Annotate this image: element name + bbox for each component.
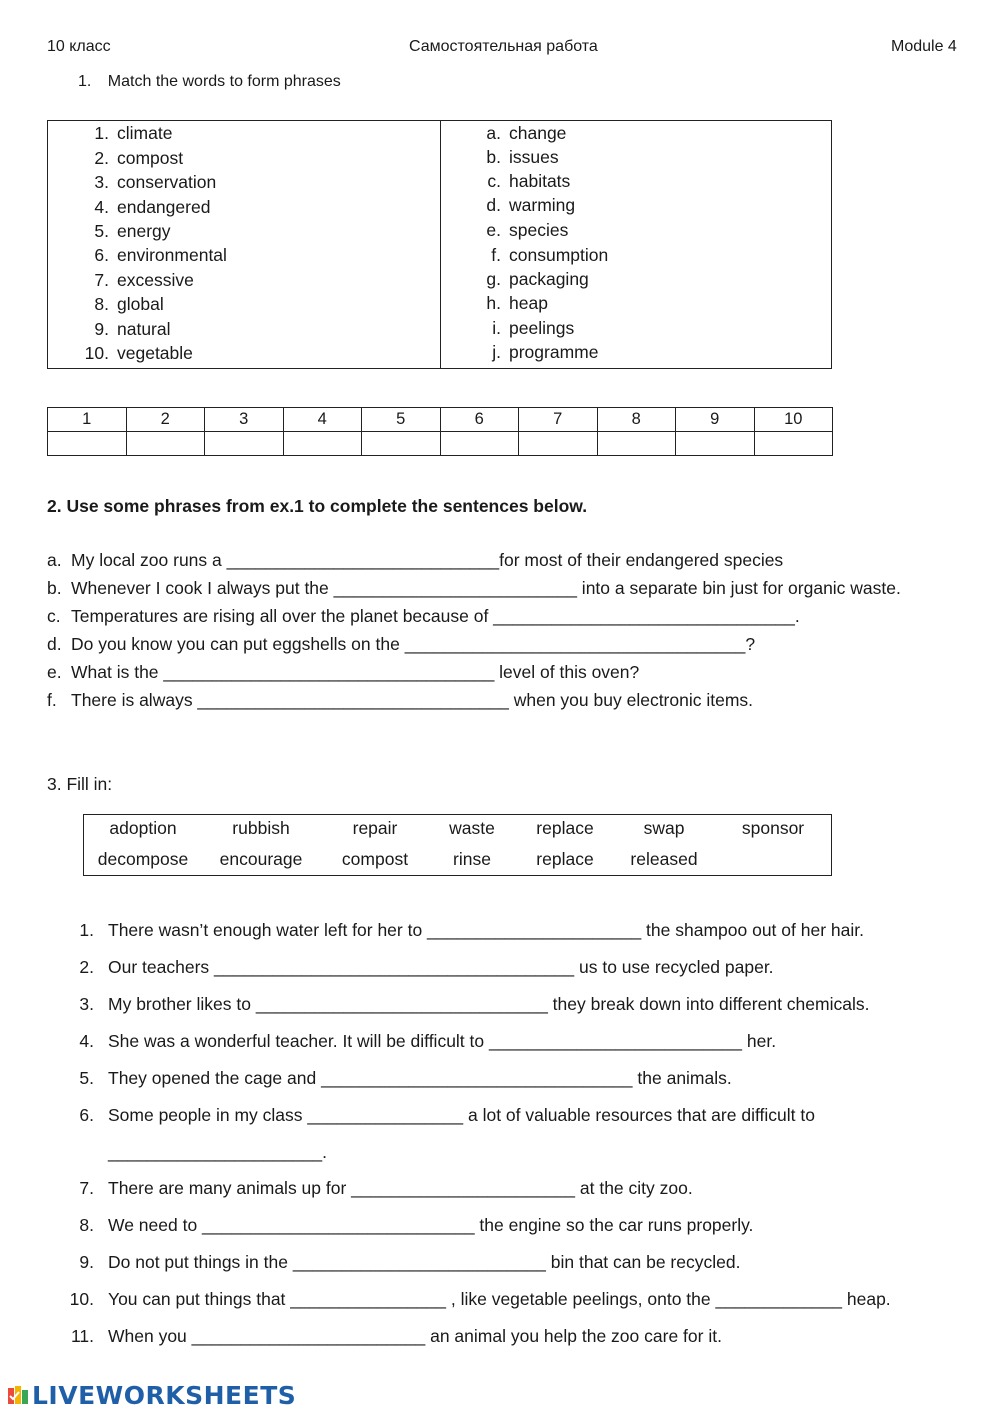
item-number: 8. (79, 1215, 94, 1235)
left-item-word: excessive (117, 270, 194, 290)
item-text: They opened the cage and ________________________________ the animals. (108, 1068, 732, 1088)
word-bank-word: encourage (219, 849, 303, 869)
right-item-number: i. (492, 318, 501, 338)
answer-cell-6[interactable] (440, 432, 519, 456)
item-number: 3. (79, 994, 94, 1014)
right-item-number: c. (487, 171, 501, 191)
left-item-number: 2. (94, 148, 109, 168)
left-item-1 (94, 123, 173, 144)
left-item-number: 9. (94, 319, 109, 339)
left-item-number: 8. (94, 294, 109, 314)
item-text: ______________________. (108, 1142, 327, 1162)
right-item-number: f. (491, 245, 501, 265)
right-item-number: b. (486, 147, 501, 167)
right-item-word: change (509, 123, 567, 143)
grade-label: 10 класс (47, 38, 111, 55)
word-bank-word: sponsor (741, 818, 805, 838)
item-text: You can put things that ________________ , like vegetable peelings, onto the _____________ heap. (108, 1289, 891, 1309)
right-item-word: packaging (509, 269, 589, 289)
right-item-word: heap (509, 293, 548, 313)
word-bank-word: replace (536, 849, 594, 869)
right-item-4 (486, 195, 576, 216)
answer-cell-10[interactable] (754, 432, 833, 456)
right-item-number: d. (486, 195, 501, 215)
word-bank-word: repair (352, 818, 398, 838)
sentence-text: What is the __________________________________ level of this oven? (71, 662, 640, 682)
grid-number-3: 3 (205, 408, 284, 432)
ex3-item (79, 1031, 777, 1052)
left-item-number: 5. (94, 221, 109, 241)
item-text: We need to ____________________________ the engine so the car runs properly. (108, 1215, 754, 1235)
ex3-item (79, 1178, 693, 1199)
item-number: 4. (79, 1031, 94, 1051)
left-item-word: compost (117, 148, 184, 168)
right-item-number: h. (486, 293, 501, 313)
left-item-number: 7. (94, 270, 109, 290)
item-text: There wasn’t enough water left for her to ______________________ the shampoo out of her hair. (108, 920, 864, 940)
ex3-item (108, 1142, 327, 1163)
word-bank-word: decompose (97, 849, 189, 869)
ex2-sentence-f (47, 690, 754, 711)
grid-number-9: 9 (676, 408, 755, 432)
liveworksheets-logo-icon (6, 1384, 30, 1408)
grid-number-4: 4 (283, 408, 362, 432)
right-item-word: species (509, 220, 569, 240)
sentence-text: There is always ________________________________ when you buy electronic items. (71, 690, 754, 710)
answer-grid (47, 407, 833, 456)
word-bank-word: rinse (453, 849, 491, 869)
sentence-letter: d. (47, 634, 62, 654)
word-bank-word: swap (643, 818, 685, 838)
right-item-3 (487, 171, 571, 192)
word-bank-word: waste (449, 818, 495, 838)
right-item-1 (486, 123, 567, 144)
left-item-word: vegetable (117, 343, 193, 363)
left-item-8 (94, 294, 164, 315)
grid-number-8: 8 (597, 408, 676, 432)
answer-cell-7[interactable] (519, 432, 598, 456)
ex2-sentence-d (47, 634, 756, 655)
liveworksheets-logo-text: LIVEWORKSHEETS (32, 1381, 297, 1410)
ex3-item (79, 1215, 754, 1236)
sentence-letter: e. (47, 662, 62, 682)
word-bank (83, 814, 832, 876)
item-text: She was a wonderful teacher. It will be difficult to __________________________ her. (108, 1031, 777, 1051)
left-item-3 (94, 172, 217, 193)
right-item-word: habitats (509, 171, 571, 191)
left-item-number: 4. (94, 197, 109, 217)
item-text: My brother likes to ______________________________ they break down into different chemicals. (108, 994, 870, 1014)
column-divider (440, 121, 441, 368)
item-number: 7. (79, 1178, 94, 1198)
left-item-word: energy (117, 221, 171, 241)
sentence-letter: f. (47, 690, 57, 710)
word-bank-word: replace (536, 818, 594, 838)
answer-grid-answers (48, 432, 833, 456)
left-item-word: global (117, 294, 164, 314)
answer-cell-5[interactable] (362, 432, 441, 456)
sentence-text: Temperatures are rising all over the planet because of _______________________________. (71, 606, 800, 626)
ex1-instruction (78, 73, 341, 91)
answer-cell-1[interactable] (48, 432, 127, 456)
grid-number-10: 10 (754, 408, 833, 432)
left-item-10 (84, 343, 193, 364)
right-item-6 (491, 245, 609, 266)
left-item-word: conservation (117, 172, 217, 192)
left-item-number: 1. (94, 123, 109, 143)
module-label: Module 4 (891, 38, 957, 55)
word-bank-word: released (630, 849, 698, 869)
left-item-number: 6. (94, 245, 109, 265)
sentence-letter: b. (47, 578, 62, 598)
ex3-item (79, 1252, 741, 1273)
left-item-word: natural (117, 319, 171, 339)
ex1-instruction-text: Match the words to form phrases (107, 73, 341, 90)
right-item-9 (492, 318, 575, 339)
item-text: Some people in my class ________________ a lot of valuable resources that are difficult to (108, 1105, 815, 1125)
grid-number-2: 2 (126, 408, 205, 432)
right-item-10 (492, 342, 599, 363)
item-number: 6. (79, 1105, 94, 1125)
item-number: 9. (79, 1252, 94, 1272)
right-item-word: programme (509, 342, 599, 362)
sentence-text: My local zoo runs a ____________________________for most of their endangered species (71, 550, 784, 570)
right-item-word: warming (509, 195, 576, 215)
left-item-2 (94, 148, 184, 169)
grid-number-5: 5 (362, 408, 441, 432)
right-item-8 (486, 293, 548, 314)
liveworksheets-logo (6, 1381, 296, 1410)
ex2-sentence-b (47, 578, 901, 599)
right-item-word: consumption (509, 245, 609, 265)
left-item-word: endangered (117, 197, 211, 217)
right-item-number: a. (486, 123, 501, 143)
left-item-5 (94, 221, 171, 242)
sentence-letter: a. (47, 550, 62, 570)
right-item-number: g. (486, 269, 501, 289)
right-item-number: j. (492, 342, 501, 362)
right-item-5 (486, 220, 569, 241)
match-table (47, 120, 832, 369)
answer-cell-3[interactable] (205, 432, 284, 456)
left-item-9 (94, 319, 171, 340)
ex3-item (69, 1289, 891, 1310)
grid-number-6: 6 (440, 408, 519, 432)
worksheet-title: Самостоятельная работа (409, 38, 598, 55)
item-text: Our teachers _____________________________________ us to use recycled paper. (108, 957, 774, 977)
item-text: Do not put things in the __________________________ bin that can be recycled. (108, 1252, 741, 1272)
ex3-item (79, 1105, 815, 1126)
ex1-number: 1. (78, 73, 92, 90)
ex2-title: 2. Use some phrases from ex.1 to complete the sentences below. (47, 496, 588, 516)
right-item-7 (486, 269, 589, 290)
answer-grid-header (48, 408, 833, 432)
item-number: 1. (79, 920, 94, 940)
item-number: 11. (70, 1326, 94, 1346)
item-text: When you ________________________ an animal you help the zoo care for it. (108, 1326, 722, 1346)
grid-number-1: 1 (48, 408, 127, 432)
ex2-sentence-c (47, 606, 800, 627)
ex3-item (79, 957, 774, 978)
left-item-6 (94, 245, 227, 266)
item-number: 10. (69, 1289, 94, 1309)
sentence-text: Do you know you can put eggshells on the ___________________________________? (71, 634, 756, 654)
item-number: 5. (79, 1068, 94, 1088)
left-item-word: climate (117, 123, 173, 143)
right-item-word: peelings (509, 318, 575, 338)
left-item-number: 10. (84, 343, 109, 363)
item-text: There are many animals up for _______________________ at the city zoo. (108, 1178, 693, 1198)
right-item-2 (486, 147, 559, 168)
word-bank-word: adoption (109, 818, 177, 838)
sentence-text: Whenever I cook I always put the _________________________ into a separate bin just for organic waste. (71, 578, 901, 598)
answer-cell-2[interactable] (126, 432, 205, 456)
right-item-word: issues (509, 147, 559, 167)
left-item-4 (94, 197, 211, 218)
word-bank-word: rubbish (232, 818, 290, 838)
ex2-sentence-e (47, 662, 640, 683)
ex3-item (70, 1326, 722, 1347)
word-bank-word: compost (341, 849, 409, 869)
ex3-title: 3. Fill in: (47, 774, 113, 794)
answer-cell-4[interactable] (283, 432, 362, 456)
right-item-number: e. (486, 220, 501, 240)
item-number: 2. (79, 957, 94, 977)
ex3-item (79, 994, 870, 1015)
left-item-number: 3. (94, 172, 109, 192)
answer-cell-8[interactable] (597, 432, 676, 456)
answer-cell-9[interactable] (676, 432, 755, 456)
ex3-item (79, 920, 864, 941)
ex2-sentence-a (47, 550, 784, 571)
left-item-word: environmental (117, 245, 227, 265)
grid-number-7: 7 (519, 408, 598, 432)
left-item-7 (94, 270, 194, 291)
ex3-item (79, 1068, 732, 1089)
sentence-letter: c. (47, 606, 61, 626)
